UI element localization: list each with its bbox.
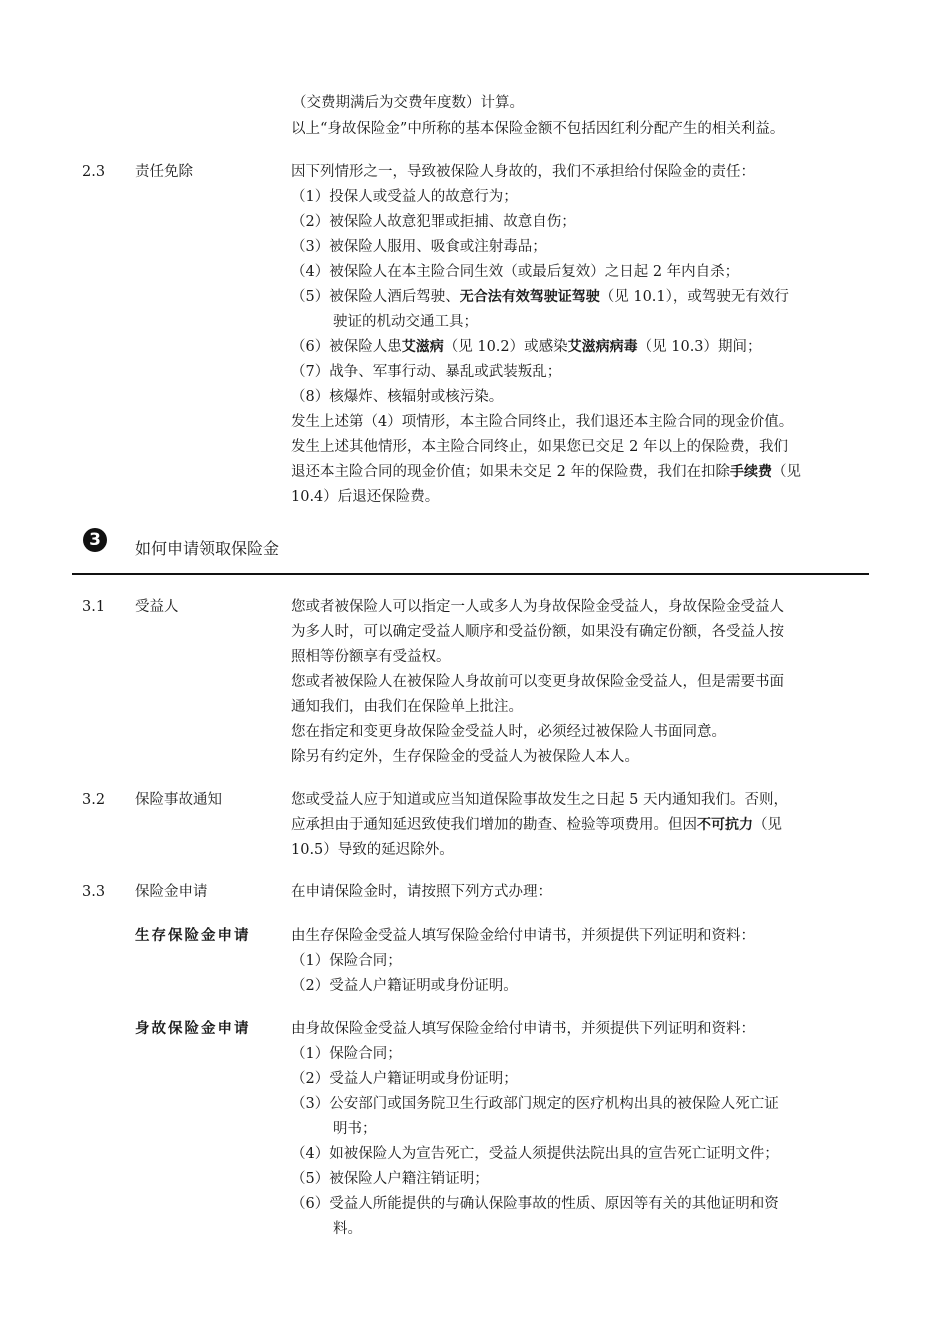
- death-claim-item-3-cont: 明书；: [333, 1121, 377, 1137]
- exclusion-item-8: （8）核爆炸、核辐射或核污染。: [291, 389, 504, 405]
- clause-number-3-3: 3.3: [82, 884, 106, 900]
- subheading-survival-claim: 生存保险金申请: [135, 928, 251, 944]
- death-claim-item-1: （1）保险合同；: [291, 1046, 402, 1062]
- exclusion-paragraph-2: 发生上述其他情形，本主险合同终止，如果您已交足 2 年以上的保险费，我们: [291, 439, 788, 455]
- continuation-line-1: （交费期满后为交费年度数）计算。: [292, 95, 524, 111]
- clause-title-2-3: 责任免除: [135, 164, 193, 180]
- clause-title-3-2: 保险事故通知: [135, 792, 222, 808]
- death-claim-item-2: （2）受益人户籍证明或身份证明；: [291, 1071, 518, 1087]
- exclusion-paragraph-1: 发生上述第（4）项情形，本主险合同终止，我们退还本主险合同的现金价值。: [291, 414, 794, 430]
- exclusion-item-1: （1）投保人或受益人的故意行为；: [291, 189, 518, 205]
- exclusion-item-4: （4）被保险人在本主险合同生效（或最后复效）之日起 2 年内自杀；: [291, 264, 740, 280]
- clause-title-3-3: 保险金申请: [135, 884, 208, 900]
- beneficiary-line-1: 您或者被保险人可以指定一人或多人为身故保险金受益人，身故保险金受益人: [291, 599, 784, 615]
- term-force-majeure[interactable]: 不可抗力: [697, 817, 753, 833]
- notification-line-2: 应承担由于通知延迟致使我们增加的勘查、检验等项费用。但因不可抗力（见: [291, 817, 782, 833]
- death-claim-intro: 由身故保险金受益人填写保险金给付申请书，并须提供下列证明和资料：: [291, 1021, 755, 1037]
- beneficiary-line-3: 照相等份额享有受益权。: [291, 649, 451, 665]
- exclusion-item-2: （2）被保险人故意犯罪或拒捕、故意自伤；: [291, 214, 576, 230]
- beneficiary-line-4: 您或者被保险人在被保险人身故前可以变更身故保险金受益人，但是需要书面: [291, 674, 784, 690]
- term-unlicensed-driving[interactable]: 无合法有效驾驶证驾驶: [459, 289, 600, 305]
- survival-claim-intro: 由生存保险金受益人填写保险金给付申请书，并须提供下列证明和资料：: [291, 928, 755, 944]
- exclusion-paragraph-4: 10.4）后退还保险费。: [291, 489, 440, 505]
- survival-claim-item-2: （2）受益人户籍证明或身份证明。: [291, 978, 518, 994]
- exclusion-item-6: （6）被保险人患艾滋病（见 10.2）或感染艾滋病病毒（见 10.3）期间；: [291, 339, 762, 355]
- notification-line-1: 您或受益人应于知道或应当知道保险事故发生之日起 5 天内通知我们。否则，: [291, 792, 788, 808]
- beneficiary-line-6: 您在指定和变更身故保险金受益人时，必须经过被保险人书面同意。: [291, 724, 726, 740]
- clause-number-3-1: 3.1: [82, 599, 106, 615]
- subheading-death-claim: 身故保险金申请: [135, 1021, 251, 1037]
- exclusion-item-5-cont: 驶证的机动交通工具；: [333, 314, 478, 330]
- term-hiv[interactable]: 艾滋病病毒: [567, 339, 638, 355]
- term-aids[interactable]: 艾滋病: [401, 339, 444, 355]
- beneficiary-line-5: 通知我们，由我们在保险单上批注。: [291, 699, 523, 715]
- exclusion-item-3: （3）被保险人服用、吸食或注射毒品；: [291, 239, 547, 255]
- death-claim-item-4: （4）如被保险人为宣告死亡，受益人须提供法院出具的宣告死亡证明文件；: [291, 1146, 779, 1162]
- clause-2-3-intro: 因下列情形之一，导致被保险人身故的，我们不承担给付保险金的责任：: [291, 164, 755, 180]
- exclusion-item-5: （5）被保险人酒后驾驶、无合法有效驾驶证驾驶（见 10.1），或驾驶无有效行: [291, 289, 789, 305]
- survival-claim-item-1: （1）保险合同；: [291, 953, 402, 969]
- exclusion-item-7: （7）战争、军事行动、暴乱或武装叛乱；: [291, 364, 562, 380]
- claim-intro: 在申请保险金时，请按照下列方式办理：: [291, 884, 552, 900]
- beneficiary-line-7: 除另有约定外，生存保险金的受益人为被保险人本人。: [291, 749, 639, 765]
- term-handling-fee[interactable]: 手续费: [729, 464, 772, 480]
- clause-number-3-2: 3.2: [82, 792, 106, 808]
- clause-title-3-1: 受益人: [135, 599, 179, 615]
- death-claim-item-5: （5）被保险人户籍注销证明；: [291, 1171, 489, 1187]
- section-number-badge: 3: [83, 528, 107, 552]
- clause-number-2-3: 2.3: [82, 164, 106, 180]
- section-divider: [72, 573, 869, 575]
- section-title: 如何申请领取保险金: [135, 539, 280, 558]
- notification-line-3: 10.5）导致的延迟除外。: [291, 842, 454, 858]
- death-claim-item-6: （6）受益人所能提供的与确认保险事故的性质、原因等有关的其他证明和资: [291, 1196, 779, 1212]
- exclusion-paragraph-3: 退还本主险合同的现金价值；如果未交足 2 年的保险费，我们在扣除手续费（见: [291, 464, 801, 480]
- death-claim-item-3: （3）公安部门或国务院卫生行政部门规定的医疗机构出具的被保险人死亡证: [291, 1096, 779, 1112]
- beneficiary-line-2: 为多人时，可以确定受益人顺序和受益份额，如果没有确定份额，各受益人按: [291, 624, 784, 640]
- death-claim-item-6-cont: 料。: [333, 1221, 362, 1237]
- continuation-line-2: 以上“身故保险金”中所称的基本保险金额不包括因红利分配产生的相关利益。: [291, 121, 785, 137]
